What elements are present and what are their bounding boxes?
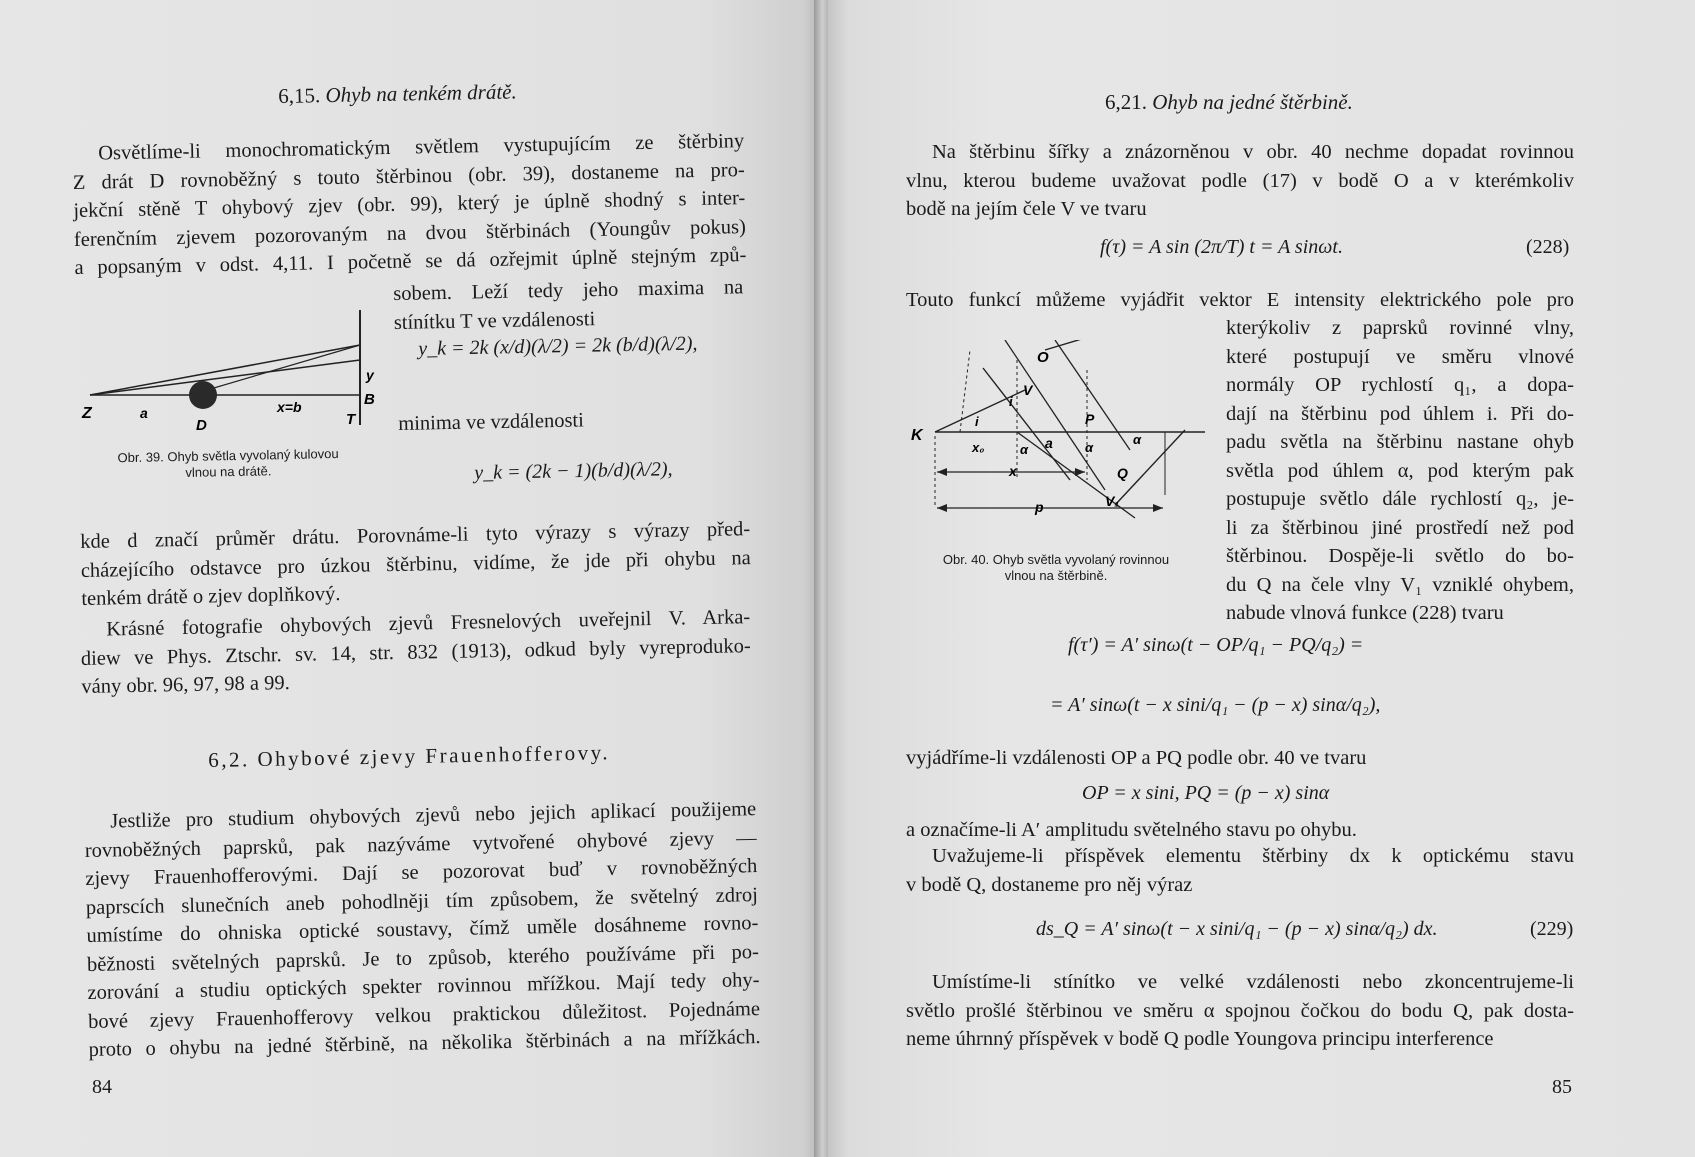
text-line: zorování a studiu optických spekter rovinnou mřížkou. Mají tedy ohy- bbox=[87, 969, 760, 1004]
text-line: sobem. Leží tedy jeho maxima na bbox=[393, 276, 744, 305]
text-line: Na štěrbinu šířky a znázorněnou v obr. 40 nechme dopadat rovinnou bbox=[932, 141, 1574, 163]
text-line: minima ve vzdálenosti bbox=[398, 409, 585, 435]
caption-line: vlnou na drátě. bbox=[185, 463, 272, 480]
label-alpha-2: α bbox=[1085, 440, 1094, 455]
right-header-number: 6,21. bbox=[1105, 90, 1147, 114]
left-header-title: Ohyb na tenkém drátě. bbox=[325, 79, 517, 108]
text-line: padu světla na štěrbinu nastane ohyb bbox=[1226, 431, 1574, 453]
text-line: umístíme do ohniska optické soustavy, čímž uměle dosáhneme rovno- bbox=[86, 912, 759, 947]
incident-ray-3 bbox=[1055, 340, 1130, 450]
text-line: cházejícího odstavce pro úzkou štěrbinu, vidíme, že jde při ohybu na bbox=[80, 546, 751, 582]
right-paragraph-2 bbox=[906, 286, 1574, 315]
right-header-title: Ohyb na jedné štěrbině. bbox=[1152, 90, 1353, 114]
arrow-x-left bbox=[937, 468, 947, 476]
book-gutter bbox=[814, 0, 828, 1157]
left-header-number: 6,15. bbox=[278, 83, 321, 108]
label-i2: i bbox=[1009, 394, 1013, 409]
left-paragraph-2 bbox=[80, 515, 752, 613]
caption-line: Obr. 39. Ohyb světla vyvolaný kulovou bbox=[117, 445, 339, 466]
ray-diffracted bbox=[190, 345, 360, 395]
equation-op-pq bbox=[1082, 782, 1329, 805]
equation-229-number: (229) bbox=[1530, 918, 1574, 940]
text-line: Osvětlíme-li monochromatickým světlem vystupujícím ze štěrbiny bbox=[98, 130, 745, 165]
text-line: paprscích slunečních aneb pohodlněji tím způsobem, že světelný zdroj bbox=[85, 883, 758, 919]
left-header bbox=[278, 79, 517, 109]
text-line: vyjádříme-li vzdálenosti OP a PQ podle obr. 40 ve tvaru bbox=[906, 747, 1367, 769]
equation-f1 bbox=[1068, 634, 1363, 657]
right-paragraph-3 bbox=[906, 744, 1574, 773]
text-line: běžnosti světelných paprsků. Je to způsob, kterého používáme při po- bbox=[86, 940, 760, 976]
text-line: diew ve Phys. Ztschr. sv. 14, str. 832 (1913), odkud byly vyreproduko- bbox=[80, 634, 751, 670]
text-line: kterýkoliv z paprsků rovinné vlny, bbox=[1226, 317, 1574, 339]
label-x0: x₀ bbox=[972, 440, 985, 455]
label-t: T bbox=[346, 411, 356, 428]
section-heading: 6,2. Ohybové zjevy Frauenhofferovy. bbox=[208, 740, 611, 772]
left-paragraph-1-side bbox=[393, 273, 744, 337]
label-x: x bbox=[1009, 463, 1017, 479]
text-line: kde d značí průměr drátu. Porovnáme-li tyto výrazy s výrazy před- bbox=[80, 518, 751, 553]
equation-228 bbox=[1100, 236, 1343, 259]
dashed-left bbox=[960, 350, 970, 432]
arrow-x-right bbox=[1075, 468, 1085, 476]
text-line: světlo prošlé štěrbinou ve směru α spojnou čočkou do bodu Q, pak dosta- bbox=[906, 999, 1574, 1022]
label-p-point: P bbox=[1085, 411, 1095, 427]
caption-line: Obr. 40. Ohyb světla vyvolaný rovinnou bbox=[942, 552, 1170, 567]
left-paragraph-3 bbox=[80, 603, 752, 701]
equation-text: f(τ′) = A′ sinω(t − OP/q₁ − PQ/q₂) = bbox=[1068, 634, 1364, 656]
equation-text: = A′ sinω(t − x sini/q₁ − (p − x) sinα/q₂), bbox=[1050, 694, 1381, 716]
normal-op bbox=[1045, 340, 1095, 350]
label-v1: V₁ bbox=[1105, 493, 1120, 509]
text-line: Umístíme-li stínítko ve velké vzdálenosti nebo zkoncentrujeme-li bbox=[932, 971, 1574, 993]
right-paragraph-2-side bbox=[1226, 314, 1574, 628]
left-paragraph-1 bbox=[72, 127, 747, 282]
text-line: li za štěrbinou jiné prostředí než pod bbox=[1226, 516, 1574, 539]
label-p: p bbox=[1035, 499, 1044, 515]
caption-line: vlnou na štěrbině. bbox=[1004, 568, 1108, 583]
right-paragraph-5 bbox=[906, 842, 1574, 899]
text-line: nabude vlnová funkce (228) tvaru bbox=[1226, 602, 1504, 624]
text-line: a popsaným v odst. 4,11. I početně se dá ozřejmit úplně stejným způ- bbox=[74, 244, 747, 279]
arrow-p-right bbox=[1153, 504, 1163, 512]
label-b: B bbox=[364, 391, 375, 408]
label-alpha-3: α bbox=[1133, 432, 1142, 447]
label-a: a bbox=[140, 405, 148, 421]
label-a: a bbox=[1045, 435, 1053, 451]
label-q: Q bbox=[1117, 465, 1128, 481]
text-line: tenkém drátě o zjev doplňkový. bbox=[81, 583, 341, 610]
text-line: Krásné fotografie ohybových zjevů Fresnelových uveřejnil V. Arka- bbox=[106, 606, 751, 641]
arrow-p-left bbox=[937, 504, 947, 512]
figure-39 bbox=[80, 300, 400, 440]
text-line: zjevy Frauenhofferovými. Dají se pozorovat buď v rovnoběžných bbox=[85, 855, 758, 890]
text-line: proto o ohybu na jedné štěrbině, na několika štěrbinách a na mřížkách. bbox=[88, 1026, 761, 1061]
text-line: které postupují ve směru vlnové bbox=[1226, 345, 1574, 368]
text-line: ferenčním zjevem pozorovaným na dvou štěrbinách (Youngův pokus) bbox=[73, 215, 746, 251]
text-line: Uvažujeme-li příspěvek elementu štěrbiny dx k optickému stavu bbox=[932, 845, 1574, 867]
text-line: postupuje světlo dále rychlostí q₂, je- bbox=[1226, 488, 1574, 510]
equation-228-number: (228) bbox=[1526, 236, 1570, 258]
right-page-number: 85 bbox=[1552, 1076, 1572, 1098]
label-y: y bbox=[366, 367, 374, 383]
label-d: D bbox=[196, 417, 207, 434]
equation-f2 bbox=[1050, 694, 1380, 717]
text-line: du Q na čele vlny V₁ vzniklé ohybem, bbox=[1226, 573, 1574, 596]
text-line: Touto funkcí můžeme vyjádřit vektor E intensity elektrického pole pro bbox=[906, 289, 1574, 311]
label-i1: i bbox=[975, 414, 979, 429]
text-line: a označíme-li A′ amplitudu světelného stavu po ohybu. bbox=[906, 819, 1357, 841]
text-line: bodě na jejím čele V ve tvaru bbox=[906, 198, 1147, 220]
text-line: rovnoběžných paprsků, pak nazýváme vytvořené ohybové zjevy — bbox=[84, 826, 757, 862]
text-line: štěrbinou. Dospěje-li světlo do bo- bbox=[1226, 545, 1574, 567]
equation-text: y_k = (2k − 1)(b/d)(λ/2), bbox=[474, 458, 673, 484]
text-line: jekční stěně T ohybový zjev (obr. 99), který je úplně shodný s inter- bbox=[73, 187, 746, 222]
label-o: O bbox=[1037, 349, 1049, 366]
equation-text: y_k = 2k (x/d)(λ/2) = 2k (b/d)(λ/2), bbox=[418, 332, 698, 360]
right-paragraph-6 bbox=[906, 968, 1574, 1054]
equation-minima bbox=[474, 458, 673, 485]
right-header bbox=[1105, 90, 1353, 115]
text-line: Jestliže pro studium ohybových zjevů nebo jejich aplikací použijeme bbox=[110, 798, 757, 833]
figure-40 bbox=[905, 340, 1215, 550]
right-paragraph-4 bbox=[906, 816, 1574, 845]
text-line: v bodě Q, dostaneme pro něj výraz bbox=[906, 873, 1193, 896]
text-line: světla pod úhlem α, pod kterým pak bbox=[1226, 459, 1574, 482]
text-line: vlnu, kterou budeme uvažovat podle (17) v bodě O a v kterémkoliv bbox=[906, 169, 1574, 192]
right-paragraph-1 bbox=[906, 138, 1574, 224]
text-line: vány obr. 96, 97, 98 a 99. bbox=[81, 671, 290, 698]
label-k: K bbox=[911, 427, 923, 444]
equation-229 bbox=[1036, 918, 1437, 941]
equation-text: ds_Q = A′ sinω(t − x sini/q₁ − (p − x) sinα/q₂) dx. bbox=[1036, 918, 1438, 940]
minima-label bbox=[398, 404, 698, 438]
figure-40-caption bbox=[900, 552, 1212, 584]
label-xb: x=b bbox=[277, 399, 302, 415]
left-paragraph-4 bbox=[84, 795, 761, 1064]
equation-text: f(τ) = A sin (2π/T) t = A sinωt. bbox=[1100, 236, 1343, 258]
text-line: normály OP rychlostí q₁, a dopa- bbox=[1226, 374, 1574, 396]
text-line: Z drát D rovnoběžný s touto štěrbinou (obr. 39), dostaneme na pro- bbox=[72, 158, 745, 194]
label-z: Z bbox=[82, 405, 92, 422]
ray-top bbox=[90, 345, 360, 395]
wire-circle bbox=[189, 381, 217, 409]
text-line: bové zjevy Frauenhofferovy velkou praktickou důležitost. Pojednáme bbox=[87, 997, 761, 1033]
label-alpha-1: α bbox=[1020, 442, 1029, 457]
left-page-number: 84 bbox=[92, 1076, 112, 1098]
label-v: V bbox=[1023, 382, 1033, 398]
equation-text: OP = x sini, PQ = (p − x) sinα bbox=[1082, 782, 1330, 804]
text-line: dají na štěrbinu pod úhlem i. Při do- bbox=[1226, 402, 1574, 425]
text-line: neme úhrnný příspěvek v bodě Q podle Youngova principu interference bbox=[906, 1028, 1494, 1050]
text-line: stínítku T ve vzdálenosti bbox=[393, 307, 596, 334]
ray-mid bbox=[90, 360, 360, 395]
figure-39-caption bbox=[78, 445, 379, 483]
